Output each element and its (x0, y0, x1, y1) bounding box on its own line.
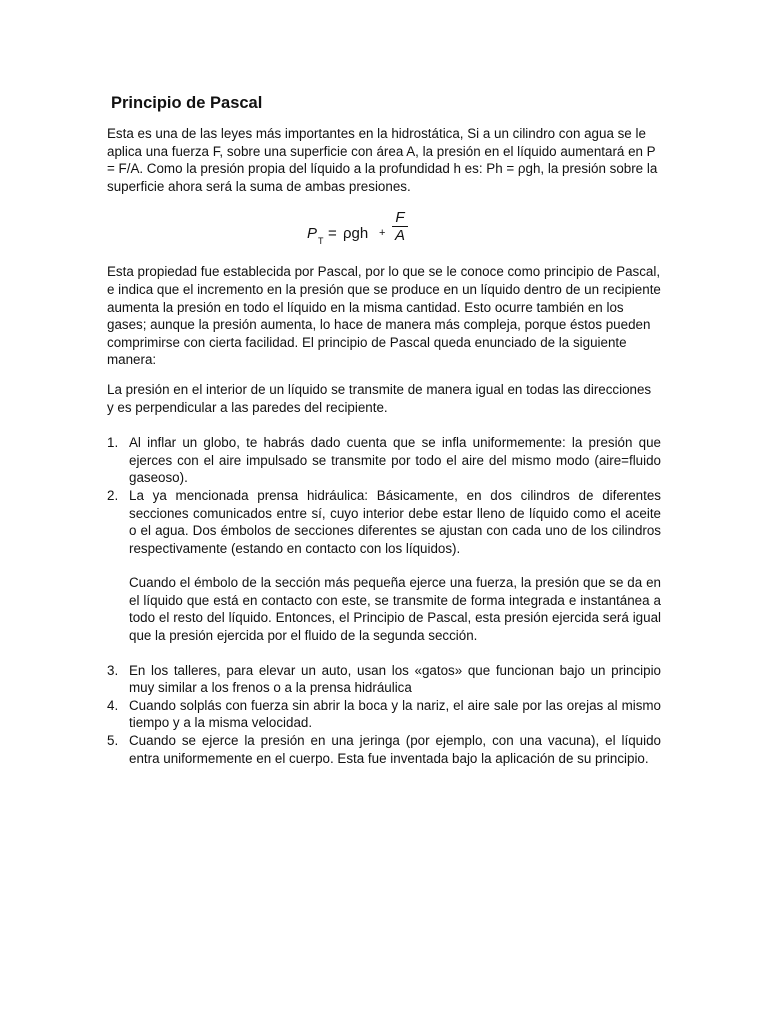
list-item-text: Cuando solplás con fuerza sin abrir la boca y la nariz, el aire sale por las orejas al mismo tiempo y a la misma velocidad. (129, 697, 661, 731)
formula-fraction (391, 209, 409, 244)
list-number: 3. (107, 662, 119, 678)
page-title: Principio de Pascal (111, 94, 263, 112)
body-paragraph: Esta propiedad fue establecida por Pascal, por lo que se le conoce como principio de Pascal, e indica que el incremento en la presión que se produce en un líquido dentro de un recipiente aumenta la presión en todo el líquido en la misma cantidad. Esto ocurre también en los gases; aunque la presión aumenta, lo hace de manera más compleja, porque éstos pueden comprimirse con cierta facilidad. El principio de Pascal queda enunciado de la siguiente manera: (107, 264, 661, 368)
list-number: 1. (107, 435, 119, 451)
formula-equals: = (328, 225, 337, 243)
intro-paragraph: Esta es una de las leyes más importantes en la hidrostática, Si a un cilindro con agua se le aplica una fuerza F, sobre una superficie con área A, la presión en el líquido aumentará en P = F/A. Como la presión propia del líquido a la profundidad h es: Ph = ρgh, la presión sobre la superficie ahora será la suma de ambas presiones. (107, 126, 658, 194)
examples-list (107, 434, 661, 767)
list-item-text: Al inflar un globo, te habrás dado cuenta que se infla uniformemente: la presión que ejerces con el aire impulsado se transmite por todo el aire del mismo modo (aire=fluido gaseoso). (129, 435, 661, 486)
list-item (107, 487, 661, 645)
list-item-text: La ya mencionada prensa hidráulica: Básicamente, en dos cilindros de diferentes secciones comunicados entre sí, cuyo interior debe estar lleno de líquido como el aceite o el agua. Dos émbolos de secciones diferentes se ajustan con cada uno de los cilindros respectivamente (estando en contacto con los líquidos). (129, 487, 661, 556)
document-page (107, 92, 661, 767)
list-number: 4. (107, 697, 119, 713)
principle-statement: La presión en el interior de un líquido se transmite de manera igual en todas las direcciones y es perpendicular a las paredes del recipiente. (107, 381, 652, 415)
list-item (107, 662, 661, 697)
list-item-text: En los talleres, para elevar un auto, usan los «gatos» que funcionan bajo un principio muy similar a los frenos o a la prensa hidráulica (129, 662, 661, 696)
list-item-subparagraph: Cuando el émbolo de la sección más pequeña ejerce una fuerza, la presión que se da en el líquido que está en contacto con este, se transmite de forma integrada e instantánea a todo el resto del líquido. Entonces, el Principio de Pascal, esta presión ejercida será igual que la presión ejercida por el fluido de la segunda sección. (129, 575, 661, 644)
formula-lhs-subscript: T (318, 236, 324, 247)
list-number: 5. (107, 733, 119, 749)
list-number: 2. (107, 487, 119, 503)
formula-plus: + (379, 227, 386, 240)
list-item (107, 697, 661, 732)
list-item (107, 732, 661, 767)
formula-lhs: P (307, 225, 318, 243)
formula-numerator: F (395, 209, 405, 227)
formula-term: ρgh (343, 225, 369, 243)
list-item (107, 434, 661, 487)
formula-block (107, 207, 661, 257)
formula-denominator: A (394, 227, 405, 245)
list-item-text: Cuando se ejerce la presión en una jeringa (por ejemplo, con una vacuna), el líquido entra uniformemente en el cuerpo. Esta fue inventada bajo la aplicación de su principio. (129, 733, 661, 766)
